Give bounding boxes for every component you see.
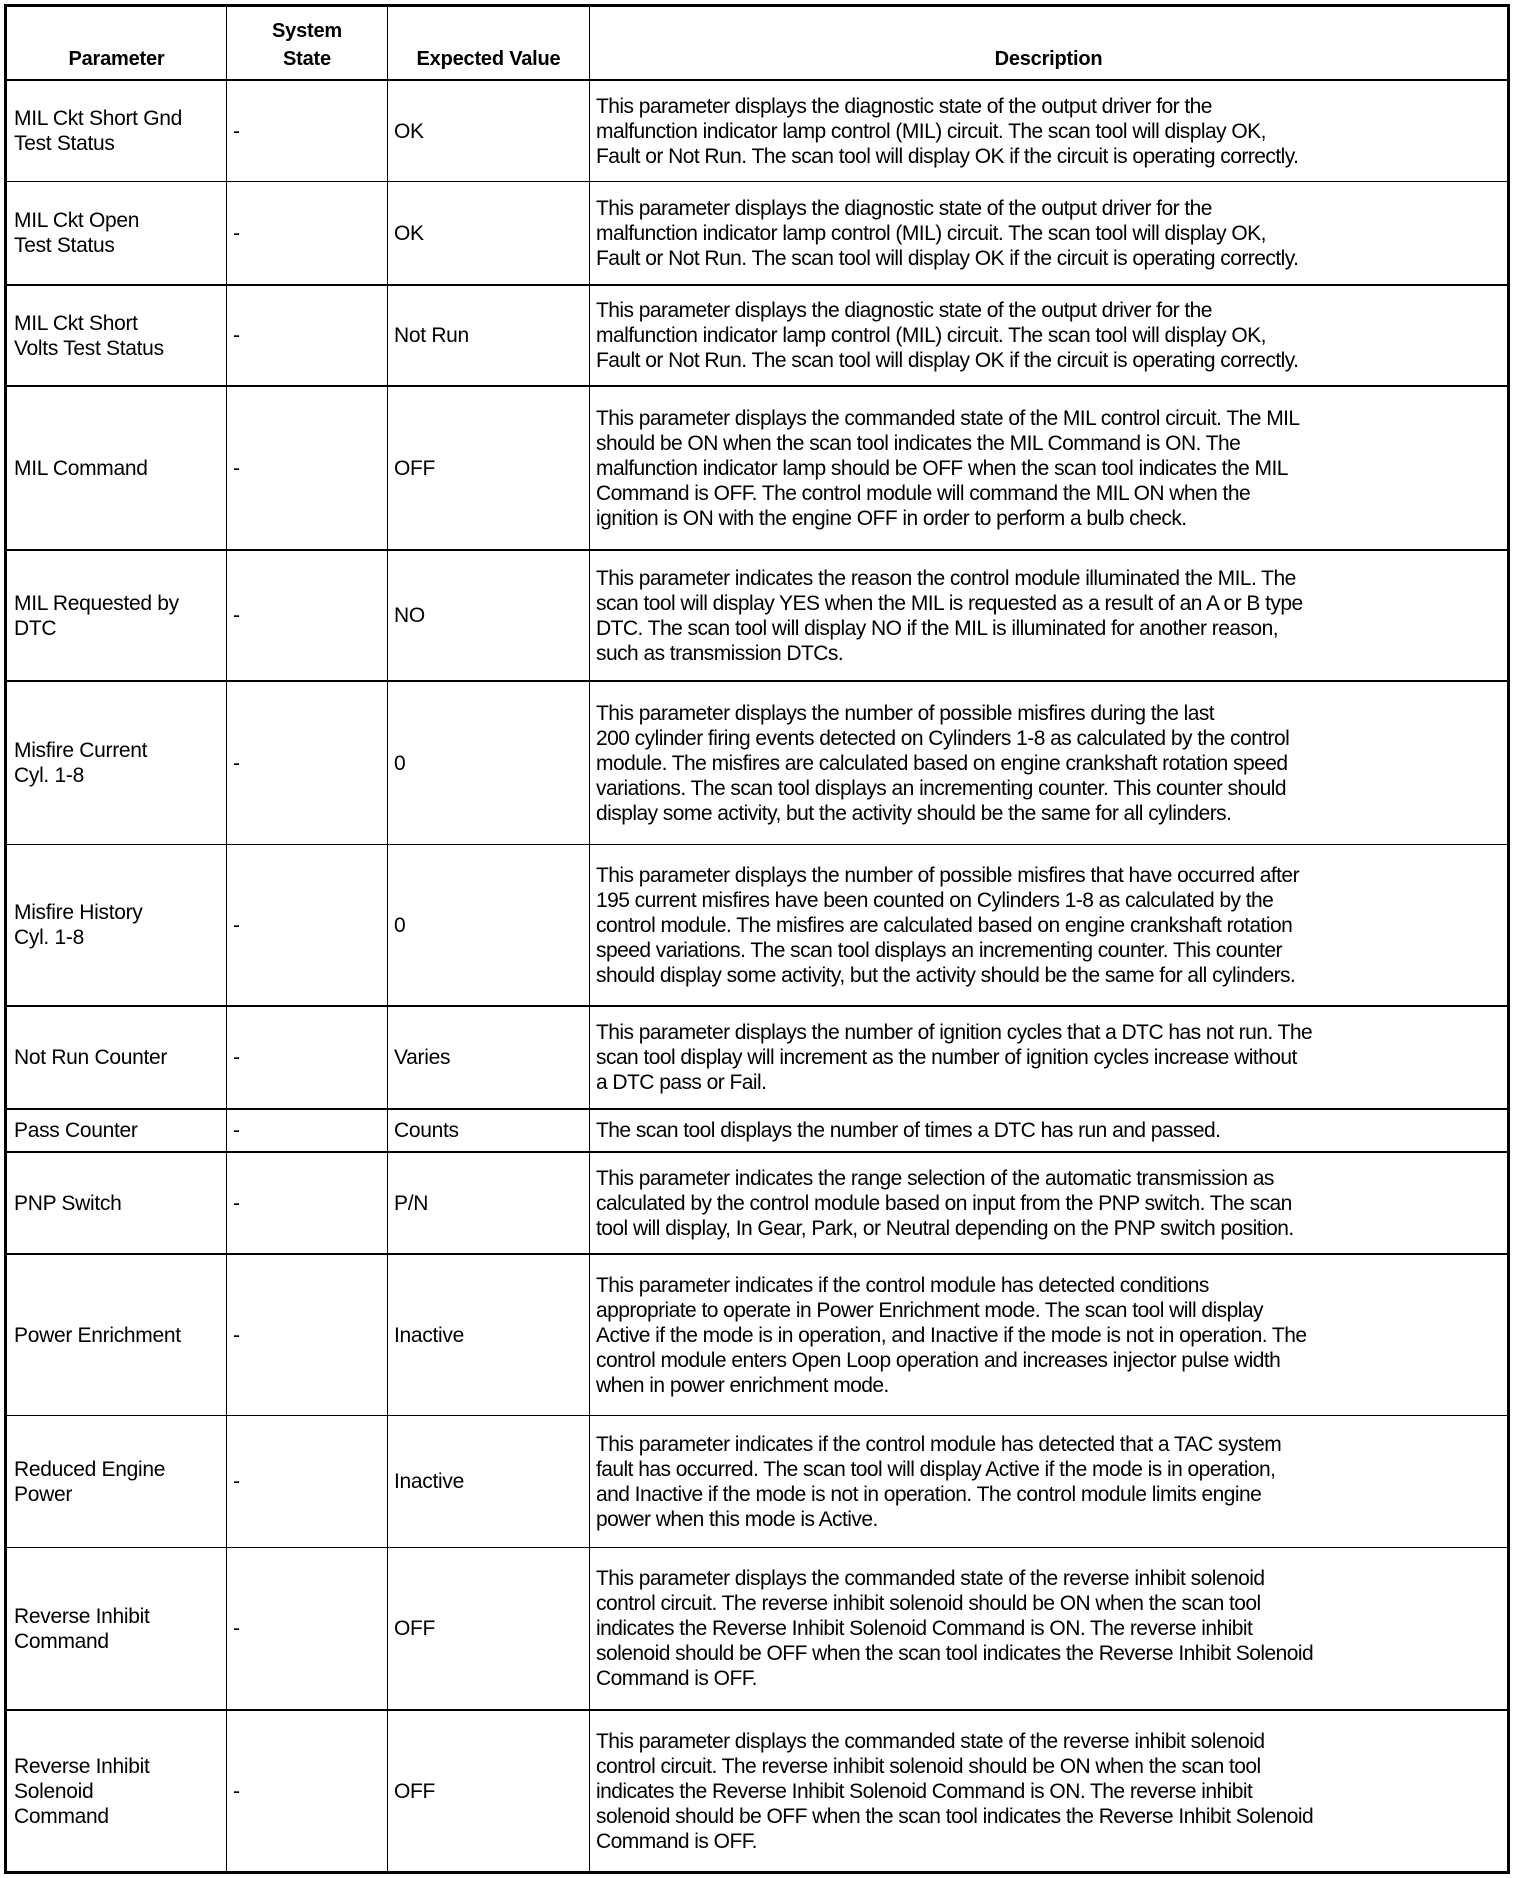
- system-state-value: -: [233, 221, 240, 245]
- description-line: a DTC pass or Fail.: [596, 1071, 767, 1094]
- parameter-name-line: Test Status: [14, 234, 115, 257]
- parameter-name-line: MIL Requested by: [14, 591, 179, 615]
- expected-value: 0: [394, 913, 406, 937]
- description-line: This parameter indicates if the control module has detected that a TAC system: [596, 1432, 1282, 1456]
- expected-value-cell: [387, 1416, 589, 1547]
- table-row: [7, 1415, 1507, 1547]
- system-state-value: -: [233, 604, 240, 627]
- expected-value: 0: [394, 751, 406, 775]
- parameter-cell: [7, 551, 226, 680]
- description-line: This parameter displays the diagnostic state of the output driver for the: [596, 196, 1212, 220]
- parameter-name-line: Reverse Inhibit: [14, 1604, 150, 1628]
- description-line: 195 current misfires have been counted on Cylinders 1-8 as calculated by the: [596, 888, 1274, 912]
- system-state-cell: [226, 845, 387, 1005]
- description-cell: [589, 551, 1507, 680]
- description-cell: [589, 1153, 1507, 1253]
- parameter-cell: [7, 1110, 226, 1151]
- header-system-state: [226, 7, 387, 79]
- description-cell: [589, 387, 1507, 549]
- table-row: [7, 1108, 1507, 1151]
- description-line: solenoid should be OFF when the scan tool indicates the Reverse Inhibit Solenoid: [596, 1642, 1314, 1665]
- description-line: This parameter displays the diagnostic state of the output driver for the: [596, 94, 1212, 118]
- description-cell: [589, 182, 1507, 284]
- parameter-name-line: Not Run Counter: [14, 1046, 168, 1069]
- description-line: This parameter displays the commanded state of the reverse inhibit solenoid: [596, 1567, 1265, 1590]
- table-row: [7, 1005, 1507, 1108]
- system-state-value: -: [233, 913, 240, 937]
- expected-value: NO: [394, 604, 425, 627]
- description-line: scan tool display will increment as the number of ignition cycles increase without: [596, 1046, 1297, 1069]
- table-row: [7, 284, 1507, 385]
- description-line: indicates the Reverse Inhibit Solenoid Command is ON. The reverse inhibit: [596, 1779, 1253, 1803]
- parameter-cell: [7, 682, 226, 844]
- description-line: Fault or Not Run. The scan tool will display OK if the circuit is operating correctly.: [596, 144, 1299, 168]
- parameter-name-line: Reverse Inhibit: [14, 1754, 150, 1778]
- description-line: This parameter displays the number of ignition cycles that a DTC has not run. The: [596, 1021, 1313, 1044]
- description-line: This parameter indicates the range selection of the automatic transmission as: [596, 1166, 1274, 1190]
- system-state-cell: [226, 1007, 387, 1108]
- header-system-state-line1: System: [272, 20, 342, 42]
- description-line: 200 cylinder firing events detected on Cylinders 1-8 as calculated by the control: [596, 726, 1290, 750]
- description-line: Fault or Not Run. The scan tool will display OK if the circuit is operating correctly.: [596, 349, 1299, 372]
- table-row: [7, 1547, 1507, 1709]
- description-line: The scan tool displays the number of times a DTC has run and passed.: [596, 1119, 1221, 1142]
- expected-value: Varies: [394, 1046, 451, 1069]
- description-line: malfunction indicator lamp control (MIL) circuit. The scan tool will display OK,: [596, 324, 1266, 347]
- description-line: This parameter displays the commanded state of the reverse inhibit solenoid: [596, 1729, 1265, 1753]
- description-line: scan tool will display YES when the MIL is requested as a result of an A or B type: [596, 591, 1303, 615]
- description-line: Active if the mode is in operation, and Inactive if the mode is not in operation. The: [596, 1323, 1307, 1347]
- parameter-name-line: DTC: [14, 616, 57, 640]
- system-state-value: -: [233, 1046, 240, 1069]
- expected-value-cell: [387, 1110, 589, 1151]
- parameter-name-line: Power Enrichment: [14, 1323, 181, 1347]
- expected-value-cell: [387, 1711, 589, 1871]
- system-state-value: -: [233, 324, 240, 347]
- system-state-value: -: [233, 1779, 240, 1803]
- description-cell: [589, 682, 1507, 844]
- expected-value-cell: [387, 1255, 589, 1415]
- parameter-cell: [7, 1416, 226, 1547]
- parameter-cell: [7, 1007, 226, 1108]
- description-line: calculated by the control module based on input from the PNP switch. The scan: [596, 1191, 1292, 1215]
- description-line: Command is OFF. The control module will command the MIL ON when the: [596, 481, 1251, 505]
- system-state-value: -: [233, 1470, 240, 1493]
- expected-value: Not Run: [394, 324, 469, 347]
- description-cell: [589, 1007, 1507, 1108]
- header-description-label: Description: [994, 48, 1103, 70]
- table-row: [7, 181, 1507, 284]
- description-line: such as transmission DTCs.: [596, 641, 844, 665]
- description-line: This parameter indicates the reason the control module illuminated the MIL. The: [596, 566, 1296, 590]
- parameter-name-line: Misfire Current: [14, 739, 148, 762]
- system-state-cell: [226, 1548, 387, 1709]
- description-line: This parameter displays the commanded state of the MIL control circuit. The MIL: [596, 406, 1300, 430]
- description-line: display some activity, but the activity should be the same for all cylinders.: [596, 801, 1232, 825]
- description-cell: [589, 1548, 1507, 1709]
- parameter-cell: [7, 1153, 226, 1253]
- description-line: control module enters Open Loop operation and increases injector pulse width: [596, 1348, 1281, 1372]
- table-row: [7, 844, 1507, 1005]
- system-state-value: -: [233, 1617, 240, 1640]
- description-line: appropriate to operate in Power Enrichment mode. The scan tool will display: [596, 1298, 1263, 1322]
- expected-value-cell: [387, 682, 589, 844]
- header-system-state-line2: State: [283, 48, 331, 70]
- parameter-name-line: Solenoid: [14, 1779, 94, 1803]
- system-state-value: -: [233, 1119, 240, 1142]
- description-line: should be ON when the scan tool indicates the MIL Command is ON. The: [596, 431, 1241, 455]
- table-row: [7, 549, 1507, 680]
- expected-value-cell: [387, 1007, 589, 1108]
- parameter-name-line: MIL Ckt Short Gnd: [14, 107, 183, 130]
- header-expected-value-label: Expected Value: [416, 48, 561, 70]
- system-state-value: -: [233, 751, 240, 775]
- description-line: indicates the Reverse Inhibit Solenoid Command is ON. The reverse inhibit: [596, 1617, 1253, 1640]
- parameter-cell: [7, 1255, 226, 1415]
- system-state-cell: [226, 182, 387, 284]
- description-line: This parameter indicates if the control module has detected conditions: [596, 1273, 1209, 1297]
- system-state-cell: [226, 1711, 387, 1871]
- table-row: [7, 1151, 1507, 1253]
- expected-value-cell: [387, 387, 589, 549]
- expected-value-cell: [387, 1153, 589, 1253]
- system-state-cell: [226, 286, 387, 385]
- system-state-cell: [226, 81, 387, 181]
- system-state-cell: [226, 1153, 387, 1253]
- description-line: and Inactive if the mode is not in operation. The control module limits engine: [596, 1482, 1262, 1506]
- table-row: [7, 1709, 1507, 1871]
- description-cell: [589, 1110, 1507, 1151]
- description-line: malfunction indicator lamp control (MIL) circuit. The scan tool will display OK,: [596, 221, 1266, 245]
- description-line: tool will display, In Gear, Park, or Neutral depending on the PNP switch position.: [596, 1216, 1294, 1240]
- parameter-name-line: MIL Command: [14, 456, 148, 480]
- parameter-name-line: MIL Ckt Open: [14, 209, 140, 232]
- table-row: [7, 1253, 1507, 1415]
- description-line: solenoid should be OFF when the scan tool indicates the Reverse Inhibit Solenoid: [596, 1804, 1314, 1828]
- description-line: Command is OFF.: [596, 1667, 757, 1690]
- system-state-cell: [226, 387, 387, 549]
- description-line: when in power enrichment mode.: [596, 1373, 889, 1397]
- description-line: This parameter displays the number of possible misfires during the last: [596, 701, 1215, 725]
- expected-value: OFF: [394, 1617, 436, 1640]
- system-state-value: -: [233, 1323, 240, 1347]
- parameter-cell: [7, 1548, 226, 1709]
- parameter-name-line: Cyl. 1-8: [14, 926, 84, 949]
- header-expected-value: [387, 7, 589, 79]
- description-cell: [589, 286, 1507, 385]
- description-line: This parameter displays the number of possible misfires that have occurred after: [596, 863, 1300, 887]
- expected-value: OFF: [394, 1779, 436, 1803]
- description-cell: [589, 1416, 1507, 1547]
- parameter-name-line: Command: [14, 1629, 109, 1653]
- parameter-cell: [7, 1711, 226, 1871]
- description-line: ignition is ON with the engine OFF in order to perform a bulb check.: [596, 506, 1187, 530]
- system-state-cell: [226, 1110, 387, 1151]
- parameter-name-line: Command: [14, 1804, 109, 1828]
- expected-value-cell: [387, 286, 589, 385]
- description-line: Fault or Not Run. The scan tool will display OK if the circuit is operating correctly.: [596, 246, 1299, 270]
- system-state-value: -: [233, 456, 240, 480]
- parameter-name-line: Power: [14, 1482, 73, 1506]
- expected-value-cell: [387, 182, 589, 284]
- table-row: [7, 385, 1507, 549]
- parameter-name-line: Pass Counter: [14, 1119, 138, 1142]
- parameter-cell: [7, 81, 226, 181]
- table-header-row: [7, 7, 1507, 79]
- description-line: fault has occurred. The scan tool will display Active if the mode is in operation,: [596, 1457, 1276, 1481]
- parameter-cell: [7, 286, 226, 385]
- expected-value: OK: [394, 119, 424, 143]
- parameter-name-line: Cyl. 1-8: [14, 764, 84, 787]
- parameter-name-line: Test Status: [14, 132, 115, 155]
- system-state-cell: [226, 551, 387, 680]
- expected-value: OK: [394, 221, 424, 245]
- expected-value: Inactive: [394, 1470, 464, 1493]
- parameter-name-line: PNP Switch: [14, 1191, 122, 1215]
- expected-value: OFF: [394, 456, 436, 480]
- parameter-cell: [7, 182, 226, 284]
- system-state-cell: [226, 1416, 387, 1547]
- header-description: [589, 7, 1507, 79]
- description-line: control circuit. The reverse inhibit solenoid should be ON when the scan tool: [596, 1754, 1261, 1778]
- expected-value-cell: [387, 845, 589, 1005]
- expected-value: Inactive: [394, 1323, 464, 1347]
- header-parameter-label: Parameter: [68, 48, 165, 70]
- system-state-value: -: [233, 119, 240, 143]
- description-cell: [589, 1711, 1507, 1871]
- description-line: variations. The scan tool displays an incrementing counter. This counter should: [596, 776, 1287, 800]
- description-line: should display some activity, but the activity should be the same for all cylinders.: [596, 963, 1296, 987]
- description-cell: [589, 81, 1507, 181]
- description-line: malfunction indicator lamp control (MIL) circuit. The scan tool will display OK,: [596, 119, 1266, 143]
- description-line: malfunction indicator lamp should be OFF when the scan tool indicates the MIL: [596, 456, 1288, 480]
- description-line: DTC. The scan tool will display NO if the MIL is illuminated for another reason,: [596, 616, 1278, 640]
- parameter-name-line: Reduced Engine: [14, 1457, 166, 1481]
- scan-tool-data-table: [4, 4, 1510, 1874]
- expected-value-cell: [387, 1548, 589, 1709]
- description-line: module. The misfires are calculated based on engine crankshaft rotation speed: [596, 751, 1288, 775]
- expected-value: P/N: [394, 1191, 429, 1215]
- system-state-value: -: [233, 1191, 240, 1215]
- description-cell: [589, 845, 1507, 1005]
- description-cell: [589, 1255, 1507, 1415]
- table-row: [7, 680, 1507, 844]
- parameter-name-line: Misfire History: [14, 901, 143, 924]
- description-line: power when this mode is Active.: [596, 1507, 878, 1531]
- system-state-cell: [226, 682, 387, 844]
- description-line: control module. The misfires are calculated based on engine crankshaft rotation: [596, 913, 1293, 937]
- table-row: [7, 79, 1507, 181]
- expected-value: Counts: [394, 1119, 459, 1142]
- parameter-name-line: MIL Ckt Short: [14, 311, 138, 335]
- parameter-cell: [7, 845, 226, 1005]
- expected-value-cell: [387, 551, 589, 680]
- description-line: speed variations. The scan tool displays an incrementing counter. This counter: [596, 938, 1282, 962]
- description-line: Command is OFF.: [596, 1829, 757, 1853]
- parameter-cell: [7, 387, 226, 549]
- expected-value-cell: [387, 81, 589, 181]
- description-line: This parameter displays the diagnostic state of the output driver for the: [596, 299, 1212, 322]
- system-state-cell: [226, 1255, 387, 1415]
- description-line: control circuit. The reverse inhibit solenoid should be ON when the scan tool: [596, 1592, 1261, 1615]
- parameter-name-line: Volts Test Status: [14, 336, 164, 360]
- header-parameter: [7, 7, 226, 79]
